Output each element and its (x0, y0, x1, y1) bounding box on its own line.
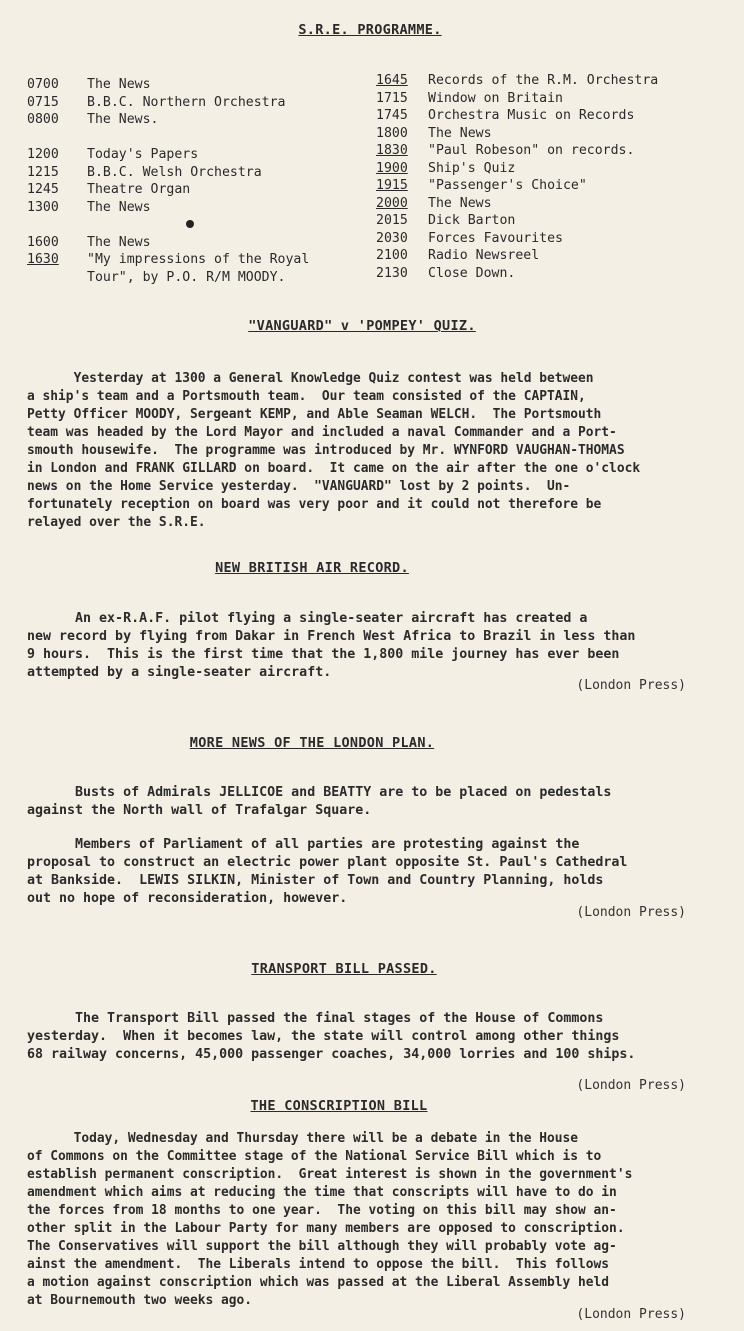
conscription-body: Today, Wednesday and Thursday there will be a debate in the House of Commons on the Committee stage of the National Service Bill which is to establish permanent conscription. Great interest is shown in the government's amendment which aims at reducing the time that conscripts will have to do in the forces from 18 months to one year. The voting on this bill may show an- other split in the Labour Party for many members are opposed to conscription. The Conservatives will support the bill although they will probably vote ag- ainst the amendment. The Liberals intend to oppose the bill. This follows a motion against conscription which was passed at the Liberal Assembly held at Bournemouth two weeks ago. (27, 1131, 633, 1308)
london-plan-body-2: Members of Parliament of all parties are protesting against the proposal to construct an electric power plant opposite St. Paul's Cathedral at Bankside. LEWIS SILKIN, Minister of Town and Country Planning, holds out no hope of reconsideration, however. (27, 837, 628, 906)
schedule-row: 1900 Ship's Quiz (376, 160, 516, 176)
schedule-row: 2015 Dick Barton (376, 213, 516, 228)
transport-body: The Transport Bill passed the final stages of the House of Commons yesterday. When it becomes law, the state will control among other things 68 railway concerns, 45,000 passenger coaches, 34,000 lorries and 100 ships. (27, 1011, 636, 1062)
conscription-source: (London Press) (576, 1307, 686, 1322)
schedule-right (376, 72, 716, 282)
schedule-row: 0715 B.B.C. Northern Orchestra (27, 94, 286, 110)
schedule-row: Tour", by P.O. R/M MOODY. (87, 269, 286, 285)
quiz-heading: "VANGUARD" v 'POMPEY' QUIZ. (248, 318, 476, 334)
schedule-row: 1645 Records of the R.M. Orchestra (376, 73, 659, 88)
ink-dot (186, 220, 194, 228)
schedule-row: 2030 Forces Favourites (376, 230, 563, 246)
schedule-left (27, 76, 367, 286)
london-plan-source: (London Press) (576, 905, 686, 920)
schedule-row: 1745 Orchestra Music on Records (376, 108, 635, 123)
quiz-body: Yesterday at 1300 a General Knowledge Quiz contest was held between a ship's team and a Portsmouth team. Our team consisted of the CAPTAIN, Petty Officer MOODY, Sergeant KEMP, and Able Seaman WELCH. The Portsmouth team was headed by the Lord Mayor and included a naval Commander and a Port- smouth housewife. The programme was introduced by Mr. WYNFORD VAUGHAN-THOMAS in London and FRANK GILLARD on board. It came on the air after the one o'clock news on the Home Service yesterday. "VANGUARD" lost by 2 points. Un- fortunately reception on board was very poor and it could not therefore be relayed over the S.R.E. (27, 371, 641, 530)
transport-source: (London Press) (576, 1078, 686, 1093)
schedule-row: 2130 Close Down. (376, 265, 516, 281)
air-record-body: An ex-R.A.F. pilot flying a single-seater aircraft has created a new record by flying from Dakar in French West Africa to Brazil in less than 9 hours. This is the first time that the 1,800 mile journey has ever been attempted by a single-seater aircraft. (27, 611, 636, 680)
schedule-row: 1715 Window on Britain (376, 90, 563, 106)
london-plan-body-1: Busts of Admirals JELLICOE and BEATTY are to be placed on pedestals against the North wall of Trafalgar Square. (27, 785, 612, 818)
air-record-heading: NEW BRITISH AIR RECORD. (215, 560, 409, 576)
schedule-row: 1800 The News (376, 125, 492, 141)
schedule-row: 2100 Radio Newsreel (376, 248, 540, 263)
schedule-row: 1630 "My impressions of the Royal (27, 252, 310, 267)
schedule-row: 1200 Today's Papers (27, 147, 199, 162)
schedule-row: 2000 The News (376, 195, 492, 211)
schedule-row: 1300 The News (27, 199, 151, 215)
schedule-row: 0800 The News. (27, 112, 159, 127)
schedule-row: 1915 "Passenger's Choice" (376, 178, 587, 193)
schedule-row: 1830 "Paul Robeson" on records. (376, 143, 635, 158)
programme-title: S.R.E. PROGRAMME. (298, 22, 442, 38)
conscription-heading: THE CONSCRIPTION BILL (250, 1098, 428, 1114)
schedule-row: 1245 Theatre Organ (27, 182, 191, 197)
transport-heading: TRANSPORT BILL PASSED. (251, 961, 437, 977)
air-record-source: (London Press) (576, 678, 686, 693)
schedule-row: 1215 B.B.C. Welsh Orchestra (27, 164, 262, 180)
schedule-row: 0700 The News (27, 77, 151, 92)
schedule-row: 1600 The News (27, 234, 151, 250)
london-plan-heading: MORE NEWS OF THE LONDON PLAN. (189, 735, 435, 751)
